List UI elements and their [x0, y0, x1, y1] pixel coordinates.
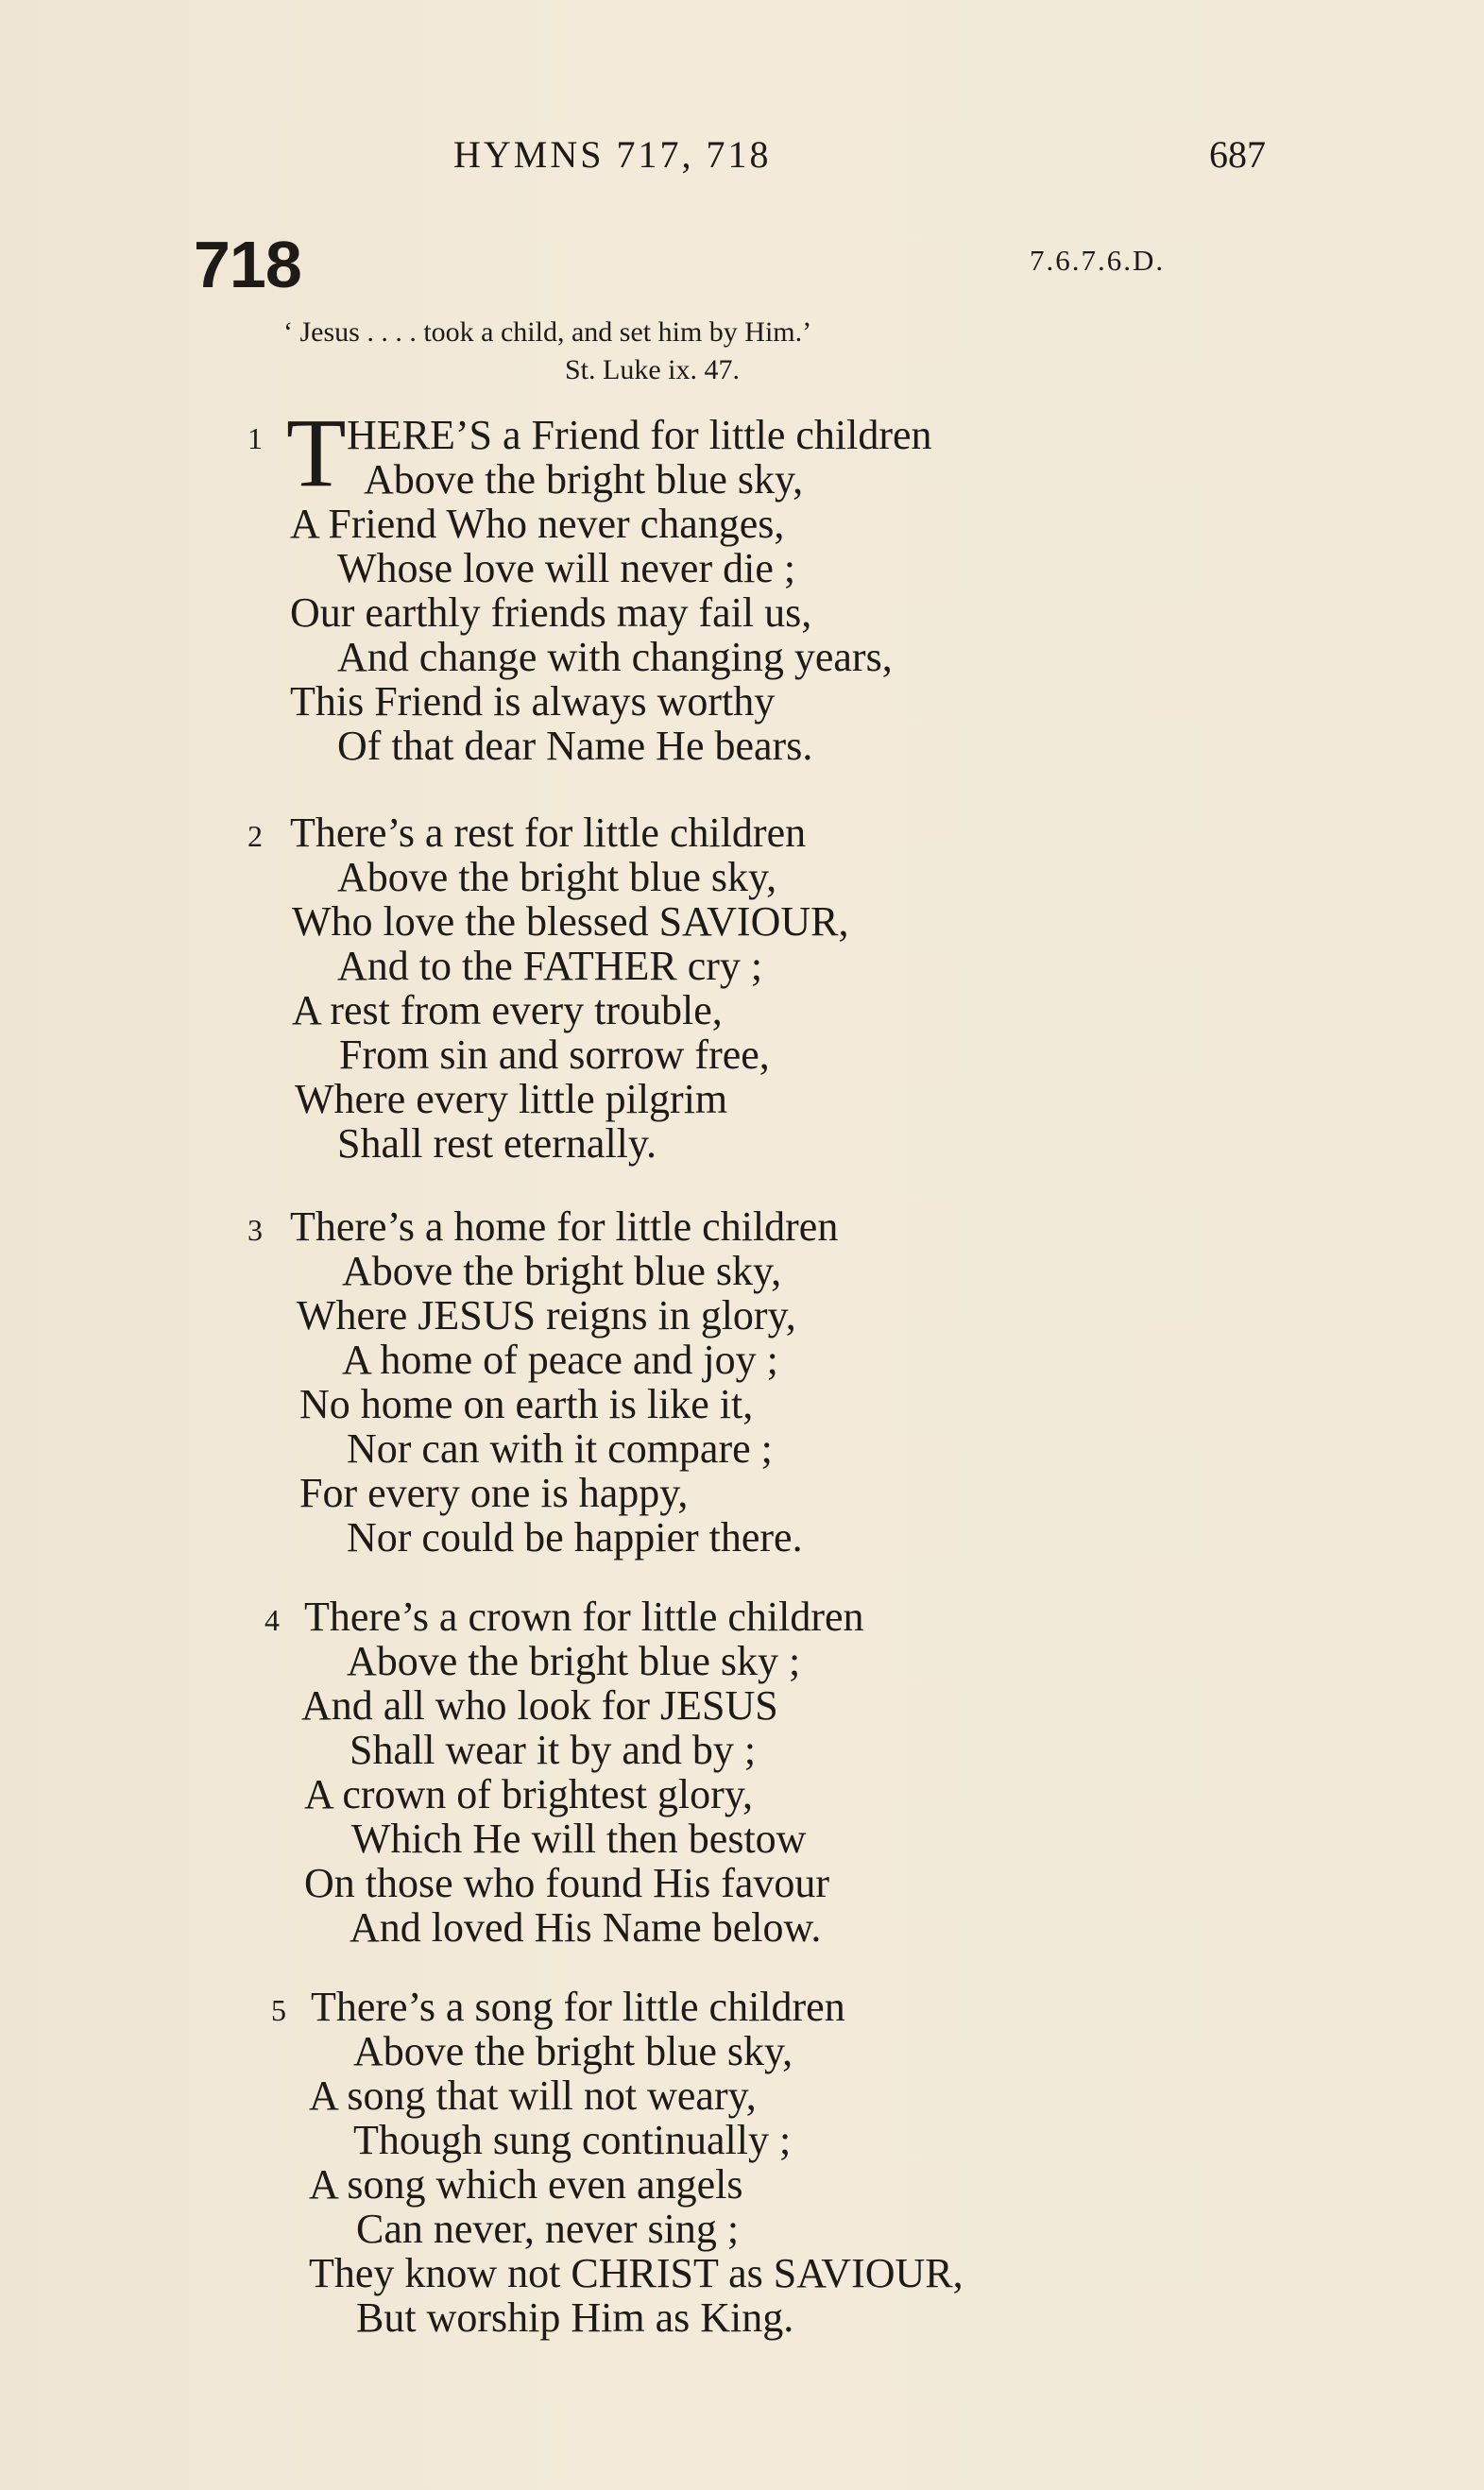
stanza-line: A song which even angels [309, 2161, 743, 2208]
drop-cap: T [286, 399, 347, 507]
stanza-line [247, 1595, 1287, 1639]
stanza-line-text: HERE’S a Friend for little children [347, 412, 932, 458]
stanza-line-text: There’s a home for little children [290, 1203, 839, 1250]
stanza-line [247, 1985, 1287, 2029]
page-number: 687 [1209, 133, 1266, 176]
stanza-2 [247, 810, 1287, 1166]
epigraph [283, 314, 811, 389]
stanza-line: This Friend is always worthy [290, 678, 776, 725]
stanza-line-text: There’s a rest for little children [290, 810, 807, 856]
stanza-line [247, 1204, 1287, 1249]
stanza-line: A crown of brightest glory, [304, 1771, 753, 1817]
stanza-line: On those who found His favour [304, 1860, 830, 1906]
stanza-line: Who love the blessed SAVIOUR, [292, 898, 849, 945]
stanza-line: A song that will not weary, [309, 2072, 757, 2119]
stanza-line: Shall rest eternally. [337, 1120, 657, 1167]
epigraph-reference: St. Luke ix. 47. [565, 354, 740, 385]
stanza-line [247, 413, 1287, 457]
stanza-line: Where every little pilgrim [295, 1076, 728, 1122]
stanza-line: Above the bright blue sky ; [347, 1638, 801, 1684]
stanza-line: Above the bright blue sky, [342, 1248, 782, 1294]
stanza-line-text: There’s a crown for little children [304, 1594, 864, 1640]
stanza-line: No home on earth is like it, [299, 1381, 754, 1427]
running-head: HYMNS 717, 718 [453, 133, 772, 176]
stanza-number: 5 [271, 1993, 286, 2027]
stanza-line: And to the FATHER cry ; [337, 943, 763, 989]
stanza-line: And loved His Name below. [350, 1904, 822, 1951]
stanza-line: Shall wear it by and by ; [350, 1727, 757, 1773]
stanza-line: Nor could be happier there. [347, 1514, 803, 1561]
stanza-line: Above the bright blue sky, [364, 456, 804, 503]
stanza-number: 3 [247, 1213, 263, 1247]
stanza-line: From sin and sorrow free, [339, 1032, 770, 1078]
stanza-number: 2 [247, 819, 263, 853]
stanza-line: Above the bright blue sky, [353, 2028, 793, 2074]
stanza-line: A home of peace and joy ; [342, 1337, 778, 1383]
stanza-line: Nor can with it compare ; [347, 1425, 773, 1472]
stanza-line: Which He will then bestow [351, 1816, 807, 1862]
stanza-line: They know not CHRIST as SAVIOUR, [309, 2250, 964, 2296]
stanza-line: And change with changing years, [337, 634, 893, 680]
stanza-number: 4 [264, 1603, 280, 1637]
stanza-line: Above the bright blue sky, [337, 854, 777, 900]
stanza-1 [247, 413, 1287, 768]
hymn-meter: 7.6.7.6.D. [1030, 244, 1166, 277]
stanza-4 [247, 1595, 1287, 1950]
stanza-number: 1 [247, 421, 263, 455]
stanza-line [247, 810, 1287, 855]
stanza-line: Though sung continually ; [353, 2117, 792, 2163]
stanza-line: For every one is happy, [299, 1470, 689, 1516]
stanza-line: A Friend Who never changes, [290, 501, 785, 547]
stanza-line-text: There’s a song for little children [311, 1984, 845, 2030]
epigraph-quote: ‘ Jesus . . . . took a child, and set him by Him.’ [283, 316, 812, 348]
stanza-line: But worship Him as King. [356, 2294, 794, 2341]
stanza-line: And all who look for JESUS [301, 1682, 778, 1729]
stanza-line: Our earthly friends may fail us, [290, 589, 812, 636]
stanza-line: Of that dear Name He bears. [337, 723, 813, 769]
hymn-number: 718 [194, 228, 301, 301]
stanza-5 [247, 1985, 1287, 2340]
stanza-line: Where JESUS reigns in glory, [297, 1292, 796, 1339]
stanza-3 [247, 1204, 1287, 1560]
stanza-line: Can never, never sing ; [356, 2206, 740, 2252]
stanza-line: Whose love will never die ; [337, 545, 796, 591]
stanza-line: A rest from every trouble, [292, 987, 723, 1033]
